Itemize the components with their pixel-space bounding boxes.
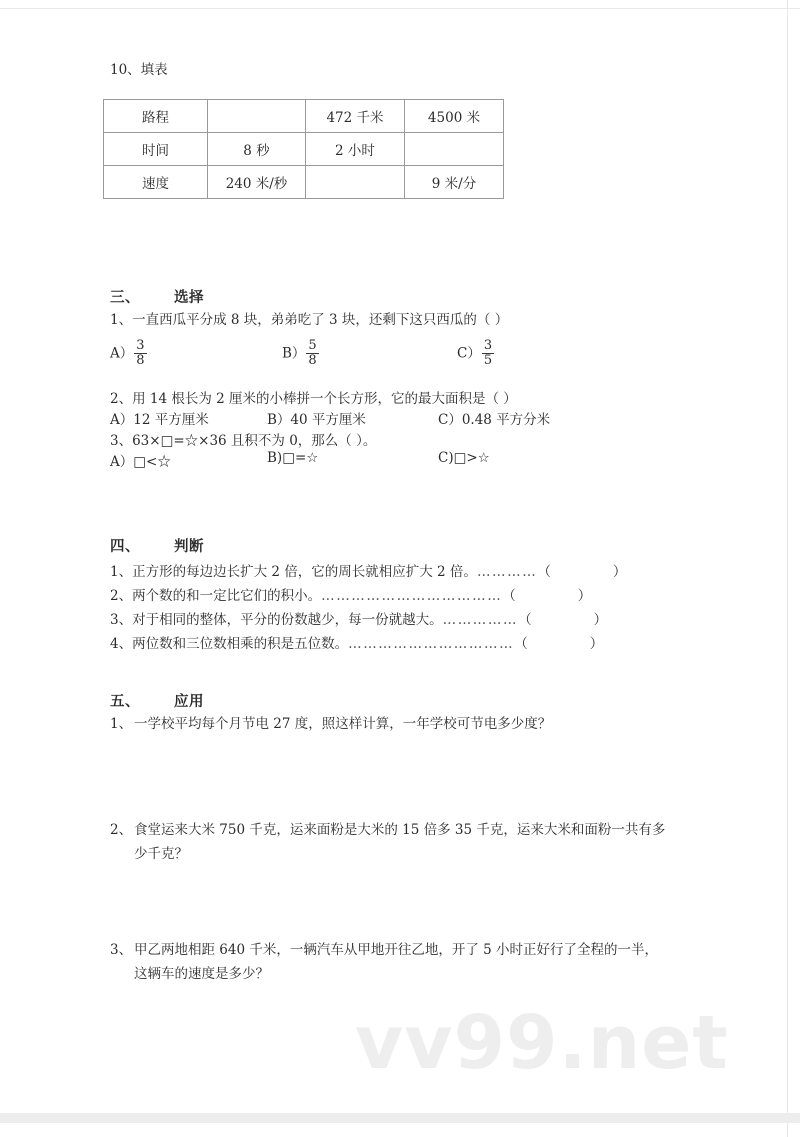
fraction-denominator: 8: [308, 352, 317, 368]
answer-paren-open: （: [514, 636, 528, 652]
fraction-numerator: 5: [308, 338, 317, 353]
choice-3-option-c[interactable]: C)□>☆: [438, 450, 490, 466]
table-cell[interactable]: [306, 166, 405, 199]
table-cell[interactable]: [208, 100, 306, 133]
table-cell[interactable]: 9 米/分: [405, 166, 504, 199]
answer-paren-open: （: [537, 564, 551, 580]
section-four-title: 判断: [174, 538, 204, 555]
judge-item-4-text: 4、两位数和三位数相乘的积是五位数。: [110, 636, 349, 652]
judge-item-3-text: 3、对于相同的整体，平分的份数越少，每一份就越大。: [110, 612, 443, 628]
choice-1-option-c[interactable]: [457, 340, 495, 368]
application-problem-1-line-1: 一学校平均每个月节电 27 度，照这样计算，一年学校可节电多少度？: [134, 716, 552, 732]
application-problem-3-number: 3、: [110, 942, 133, 958]
section-heading-three: [110, 286, 204, 307]
choice-2-option-a[interactable]: A）12 平方厘米: [110, 412, 209, 428]
choice-question-1: 1、一直西瓜平分成 8 块，弟弟吃了 3 块，还剩下这只西瓜的（ ）: [110, 312, 509, 328]
judge-item-3: [110, 608, 607, 632]
leader-dots: ……………: [442, 612, 519, 628]
choice-2-option-c[interactable]: C）0.48 平方分米: [438, 412, 551, 428]
table-cell[interactable]: [405, 133, 504, 166]
table-row-label: 路程: [104, 100, 208, 133]
fraction-denominator: 5: [483, 352, 493, 368]
choice-3-option-b[interactable]: B)□=☆: [267, 450, 319, 466]
option-label: A）: [110, 345, 134, 362]
table-row: [104, 133, 504, 166]
fraction-numerator: 3: [483, 338, 493, 353]
fraction-3-5: [482, 339, 494, 367]
judge-item-1-text: 1、正方形的每边边长扩大 2 倍，它的周长就相应扩大 2 倍。: [110, 564, 477, 580]
page-edge-bottom: [0, 1113, 800, 1123]
choice-3-option-a[interactable]: A）□<☆: [110, 454, 171, 470]
site-watermark: vv99.net: [355, 1000, 729, 1086]
table-row: [104, 166, 504, 199]
section-four-number: 四、: [110, 538, 140, 555]
judge-item-2: [110, 584, 591, 608]
section-three-title: 选择: [174, 289, 204, 306]
fraction-5-8: [306, 339, 318, 367]
application-problem-2-line-1: 食堂运来大米 750 千克，运来面粉是大米的 15 倍多 35 千克，运来大米和面粉一共有多: [134, 822, 666, 838]
page-edge-top: [0, 8, 800, 9]
table-row-label: 速度: [104, 166, 208, 199]
leader-dots: ……………………………: [348, 636, 515, 652]
table-row: [104, 100, 504, 133]
answer-paren-open: （: [518, 612, 532, 628]
judge-item-4: [110, 632, 603, 656]
application-problem-2-number: 2、: [110, 822, 133, 838]
judge-item-2-text: 2、两个数的和一定比它们的积小。: [110, 588, 322, 604]
application-problem-3-line-2: 这辆车的速度是多少？: [134, 966, 269, 982]
option-label: B）: [282, 345, 306, 362]
answer-paren-close: ）: [612, 564, 627, 580]
application-problem-1-number: 1、: [110, 716, 133, 732]
judge-item-1: [110, 560, 626, 584]
table-cell[interactable]: 2 小时: [306, 133, 405, 166]
leader-dots: …………: [476, 564, 538, 580]
section-heading-five: [110, 690, 204, 711]
section-heading-four: [110, 535, 204, 556]
choice-2-option-b[interactable]: B）40 平方厘米: [267, 412, 366, 428]
choice-1-option-a[interactable]: [110, 340, 148, 368]
table-cell[interactable]: 4500 米: [405, 100, 504, 133]
table-cell[interactable]: 240 米/秒: [208, 166, 306, 199]
leader-dots: ………………………………: [321, 588, 503, 604]
table-row-label: 时间: [104, 133, 208, 166]
answer-paren-close: ）: [589, 636, 604, 652]
table-cell[interactable]: 472 千米: [306, 100, 405, 133]
answer-paren-close: ）: [593, 612, 608, 628]
choice-question-3: 3、63×□=☆×36 且积不为 0，那么（ ）。: [110, 433, 377, 449]
fraction-3-8: [134, 339, 146, 367]
choice-question-2: 2、用 14 根长为 2 厘米的小棒拼一个长方形，它的最大面积是（ ）: [110, 391, 517, 407]
table-cell[interactable]: 8 秒: [208, 133, 306, 166]
application-problem-2-line-2: 少千克？: [134, 846, 188, 862]
section-five-number: 五、: [110, 693, 140, 710]
fraction-numerator: 3: [136, 338, 145, 353]
section-three-number: 三、: [110, 289, 140, 306]
fill-table-heading: 10、填表: [110, 62, 168, 78]
section-five-title: 应用: [174, 693, 204, 710]
option-label: C）: [457, 345, 481, 362]
answer-paren-open: （: [502, 588, 516, 604]
choice-1-option-b[interactable]: [282, 340, 320, 368]
fill-table: [103, 99, 504, 199]
fraction-denominator: 8: [136, 352, 145, 368]
application-problem-3-line-1: 甲乙两地相距 640 千米，一辆汽车从甲地开往乙地，开了 5 小时正好行了全程的一半，: [134, 942, 659, 958]
answer-paren-close: ）: [577, 588, 592, 604]
page-edge-right: [787, 0, 788, 1137]
